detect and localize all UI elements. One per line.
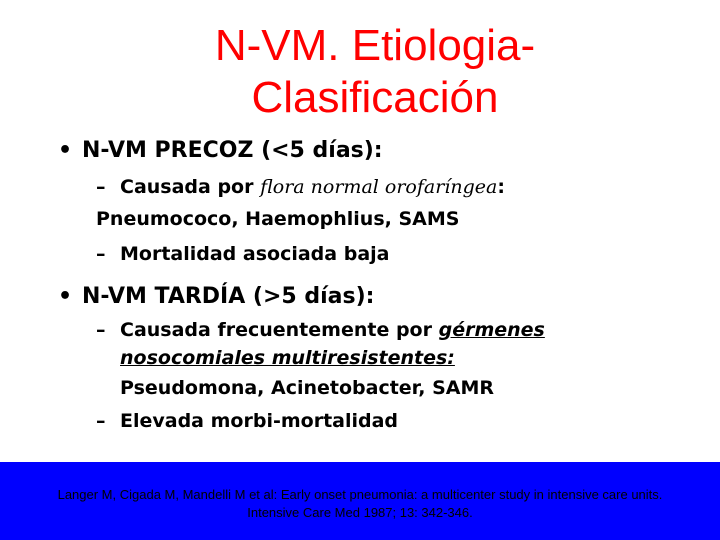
bullet-heading: N-VM PRECOZ (<5 días): <box>82 138 383 163</box>
sub-item-tardia-cause <box>96 319 545 341</box>
sub-item-precoz-mortality <box>96 243 389 265</box>
bullet-marker: • <box>58 138 73 163</box>
sub-item-tardia-cause-cont <box>120 347 455 369</box>
dash-marker: – <box>96 243 106 265</box>
sub-text: Causada frecuentemente por <box>120 319 439 341</box>
footer-citation <box>0 486 720 522</box>
title-line-1: N-VM. Etiologia- <box>214 21 536 70</box>
sub-item-tardia-organisms <box>120 377 494 399</box>
citation-line-2: Intensive Care Med 1987; 13: 342-346. <box>247 505 473 520</box>
sub-text: Mortalidad asociada baja <box>120 243 390 265</box>
sub-item-precoz-cause <box>96 176 505 198</box>
bullet-marker: • <box>58 284 73 309</box>
title-line-2: Clasificación <box>251 73 499 122</box>
emphasis-text: gérmenes <box>438 319 545 341</box>
sub-text-after: : <box>497 176 505 198</box>
dash-marker: – <box>96 319 106 341</box>
slide-title <box>0 20 720 124</box>
sub-item-tardia-mortality <box>96 410 398 432</box>
bullet-tardia <box>58 284 374 309</box>
sub-text: Pneumococo, Haemophlius, SAMS <box>96 208 460 230</box>
sub-text: Pseudomona, Acinetobacter, SAMR <box>120 377 495 399</box>
emphasis-text: flora normal orofaríngea <box>260 176 498 198</box>
emphasis-text: nosocomiales multiresistentes: <box>120 347 455 369</box>
sub-text: Causada por <box>120 176 261 198</box>
dash-marker: – <box>96 176 106 198</box>
dash-marker: – <box>96 410 106 432</box>
sub-text: Elevada morbi-mortalidad <box>120 410 399 432</box>
citation-line-1: Langer M, Cigada M, Mandelli M et al: Early onset pneumonia: a multicenter study in intensive care units. <box>57 487 663 502</box>
bullet-precoz <box>58 138 383 163</box>
sub-item-precoz-organisms <box>96 208 459 230</box>
bullet-heading: N-VM TARDÍA (>5 días): <box>82 284 375 309</box>
